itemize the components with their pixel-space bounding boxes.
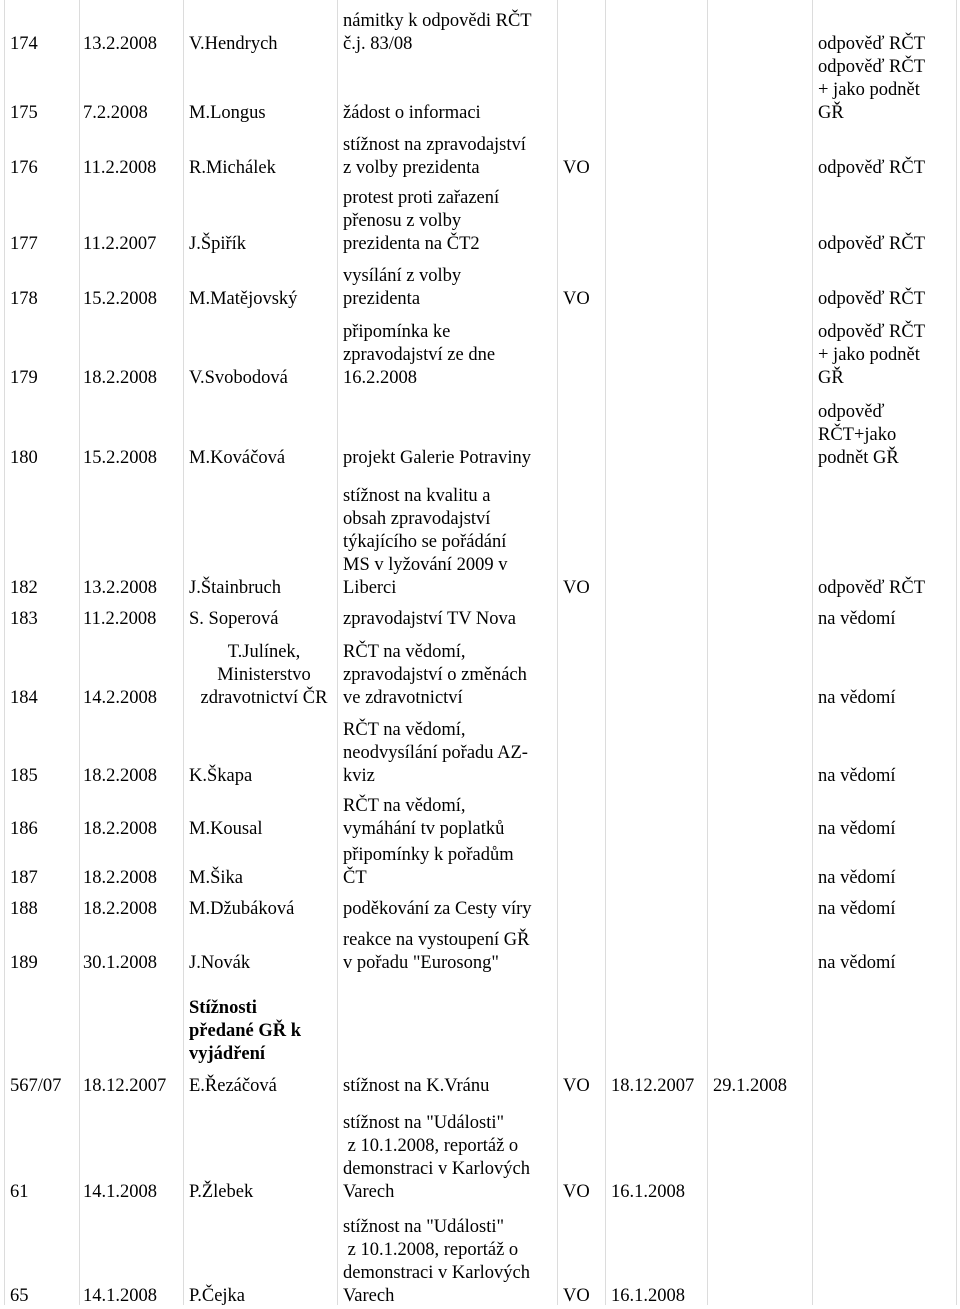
table-cell: odpověď RČT bbox=[818, 578, 926, 598]
table-cell: 13.2.2008 bbox=[83, 34, 157, 54]
table-cell: projekt Galerie Potraviny bbox=[343, 448, 532, 468]
table-cell: M.Šika bbox=[189, 868, 243, 888]
table-cell: 179 bbox=[10, 368, 38, 388]
table-cell: 11.2.2008 bbox=[83, 158, 157, 178]
table-cell: 175 bbox=[10, 103, 38, 123]
table-cell: 18.2.2008 bbox=[83, 899, 157, 919]
table-cell: vysílání z volby prezidenta bbox=[343, 266, 462, 309]
table-cell: 186 bbox=[10, 819, 38, 839]
table-cell: 189 bbox=[10, 953, 38, 973]
table-cell: VO bbox=[563, 158, 590, 178]
table-cell: 178 bbox=[10, 289, 38, 309]
table-cell: 11.2.2007 bbox=[83, 234, 157, 254]
table-cell: 15.2.2008 bbox=[83, 448, 157, 468]
table-cell: 187 bbox=[10, 868, 38, 888]
table-cell: stížnost na "Události" z 10.1.2008, reportáž o demonstraci v Karlových Varech bbox=[343, 1217, 530, 1306]
table-cell: na vědomí bbox=[818, 953, 896, 973]
table-cell: 174 bbox=[10, 34, 38, 54]
table-cell: J.Novák bbox=[189, 953, 251, 973]
table-cell: na vědomí bbox=[818, 819, 896, 839]
table-cell: připomínky k pořadům ČT bbox=[343, 845, 514, 888]
table-cell: poděkování za Cesty víry bbox=[343, 899, 532, 919]
table-cell: M.Džubáková bbox=[189, 899, 295, 919]
table-cell: odpověď RČT bbox=[818, 34, 926, 54]
table-cell: 180 bbox=[10, 448, 38, 468]
table-cell: Stížnosti předané GŘ k vyjádření bbox=[189, 998, 302, 1064]
table-cell: stížnost na zpravodajství z volby prezidenta bbox=[343, 135, 526, 178]
table-cell: 184 bbox=[10, 688, 38, 708]
table-cell: VO bbox=[563, 1182, 590, 1202]
table-cell: S. Soperová bbox=[189, 609, 279, 629]
table-cell: reakce na vystoupení GŘ v pořadu "Eurosong" bbox=[343, 930, 530, 973]
table-cell: na vědomí bbox=[818, 688, 896, 708]
table-cell: E.Řezáčová bbox=[189, 1076, 277, 1096]
table-cell: V.Svobodová bbox=[189, 368, 288, 388]
table-cell: V.Hendrych bbox=[189, 34, 278, 54]
table-cell: K.Škapa bbox=[189, 766, 253, 786]
table-cell: 11.2.2008 bbox=[83, 609, 157, 629]
table-cell: 15.2.2008 bbox=[83, 289, 157, 309]
table-cell: 176 bbox=[10, 158, 38, 178]
table-cell: 16.1.2008 bbox=[611, 1286, 685, 1306]
table-cell: J.Štainbruch bbox=[189, 578, 281, 598]
table-cell: 185 bbox=[10, 766, 38, 786]
table-cell: odpověď RČT + jako podnět GŘ bbox=[818, 322, 926, 388]
table-cell: M.Kováčová bbox=[189, 448, 286, 468]
table-cell: 29.1.2008 bbox=[713, 1076, 787, 1096]
table-cell: M.Kousal bbox=[189, 819, 263, 839]
table-cell: P.Čejka bbox=[189, 1286, 246, 1306]
table-cell: 14.2.2008 bbox=[83, 688, 157, 708]
table-cell: odpověď RČT+jako podnět GŘ bbox=[818, 402, 899, 468]
table-cell: stížnost na K.Vránu bbox=[343, 1076, 490, 1096]
table-cell: RČT na vědomí, zpravodajství o změnách ve zdravotnictví bbox=[343, 642, 527, 708]
table-cell: T.Julínek, Ministerstvo zdravotnictví ČR bbox=[200, 642, 328, 708]
table-cell: VO bbox=[563, 289, 590, 309]
table-cell: stížnost na "Události" z 10.1.2008, reportáž o demonstraci v Karlových Varech bbox=[343, 1113, 530, 1202]
table-cell: 65 bbox=[10, 1286, 29, 1306]
table-cell: 18.2.2008 bbox=[83, 368, 157, 388]
table-cell: 18.2.2008 bbox=[83, 766, 157, 786]
table-cell: R.Michálek bbox=[189, 158, 276, 178]
table-cell: 16.1.2008 bbox=[611, 1182, 685, 1202]
table-cell: na vědomí bbox=[818, 868, 896, 888]
table-cell: 18.12.2007 bbox=[611, 1076, 695, 1096]
table-cell: připomínka ke zpravodajství ze dne 16.2.2008 bbox=[343, 322, 496, 388]
table-cell: RČT na vědomí, vymáhání tv poplatků bbox=[343, 796, 505, 839]
table-cell: 567/07 bbox=[10, 1076, 62, 1096]
table-cell: odpověď RČT bbox=[818, 158, 926, 178]
table-cell: VO bbox=[563, 1076, 590, 1096]
table-cell: námitky k odpovědi RČT č.j. 83/08 bbox=[343, 11, 532, 54]
table-cell: na vědomí bbox=[818, 609, 896, 629]
table-cell: J.Špiřík bbox=[189, 234, 247, 254]
table-cell: zpravodajství TV Nova bbox=[343, 609, 516, 629]
table-cell: M.Longus bbox=[189, 103, 266, 123]
table-cell: na vědomí bbox=[818, 899, 896, 919]
table-cell: 177 bbox=[10, 234, 38, 254]
table-cell: žádost o informaci bbox=[343, 103, 481, 123]
table-cell: 188 bbox=[10, 899, 38, 919]
table-cell: M.Matějovský bbox=[189, 289, 298, 309]
table-cell: odpověď RČT bbox=[818, 289, 926, 309]
table-cell: RČT na vědomí, neodvysílání pořadu AZ- kviz bbox=[343, 720, 528, 786]
table-cell: 14.1.2008 bbox=[83, 1182, 157, 1202]
table-cell: odpověď RČT bbox=[818, 234, 926, 254]
table-cell: 18.2.2008 bbox=[83, 868, 157, 888]
table-cell: 13.2.2008 bbox=[83, 578, 157, 598]
table-cell: 30.1.2008 bbox=[83, 953, 157, 973]
table-cell: 61 bbox=[10, 1182, 29, 1202]
table-cell: 7.2.2008 bbox=[83, 103, 148, 123]
table-cell: stížnost na kvalitu a obsah zpravodajství týkajícího se pořádání MS v lyžování 2009 v Liberci bbox=[343, 486, 508, 598]
table-cell: 18.12.2007 bbox=[83, 1076, 167, 1096]
table-cell: VO bbox=[563, 1286, 590, 1306]
table-cell: 182 bbox=[10, 578, 38, 598]
table-cell: 18.2.2008 bbox=[83, 819, 157, 839]
table-cell: 14.1.2008 bbox=[83, 1286, 157, 1306]
table-cell: P.Žlebek bbox=[189, 1182, 254, 1202]
table-cell: na vědomí bbox=[818, 766, 896, 786]
table-cell: 183 bbox=[10, 609, 38, 629]
table-cell: protest proti zařazení přenosu z volby prezidenta na ČT2 bbox=[343, 188, 500, 254]
table-cell: odpověď RČT + jako podnět GŘ bbox=[818, 57, 926, 123]
table-cell: VO bbox=[563, 578, 590, 598]
